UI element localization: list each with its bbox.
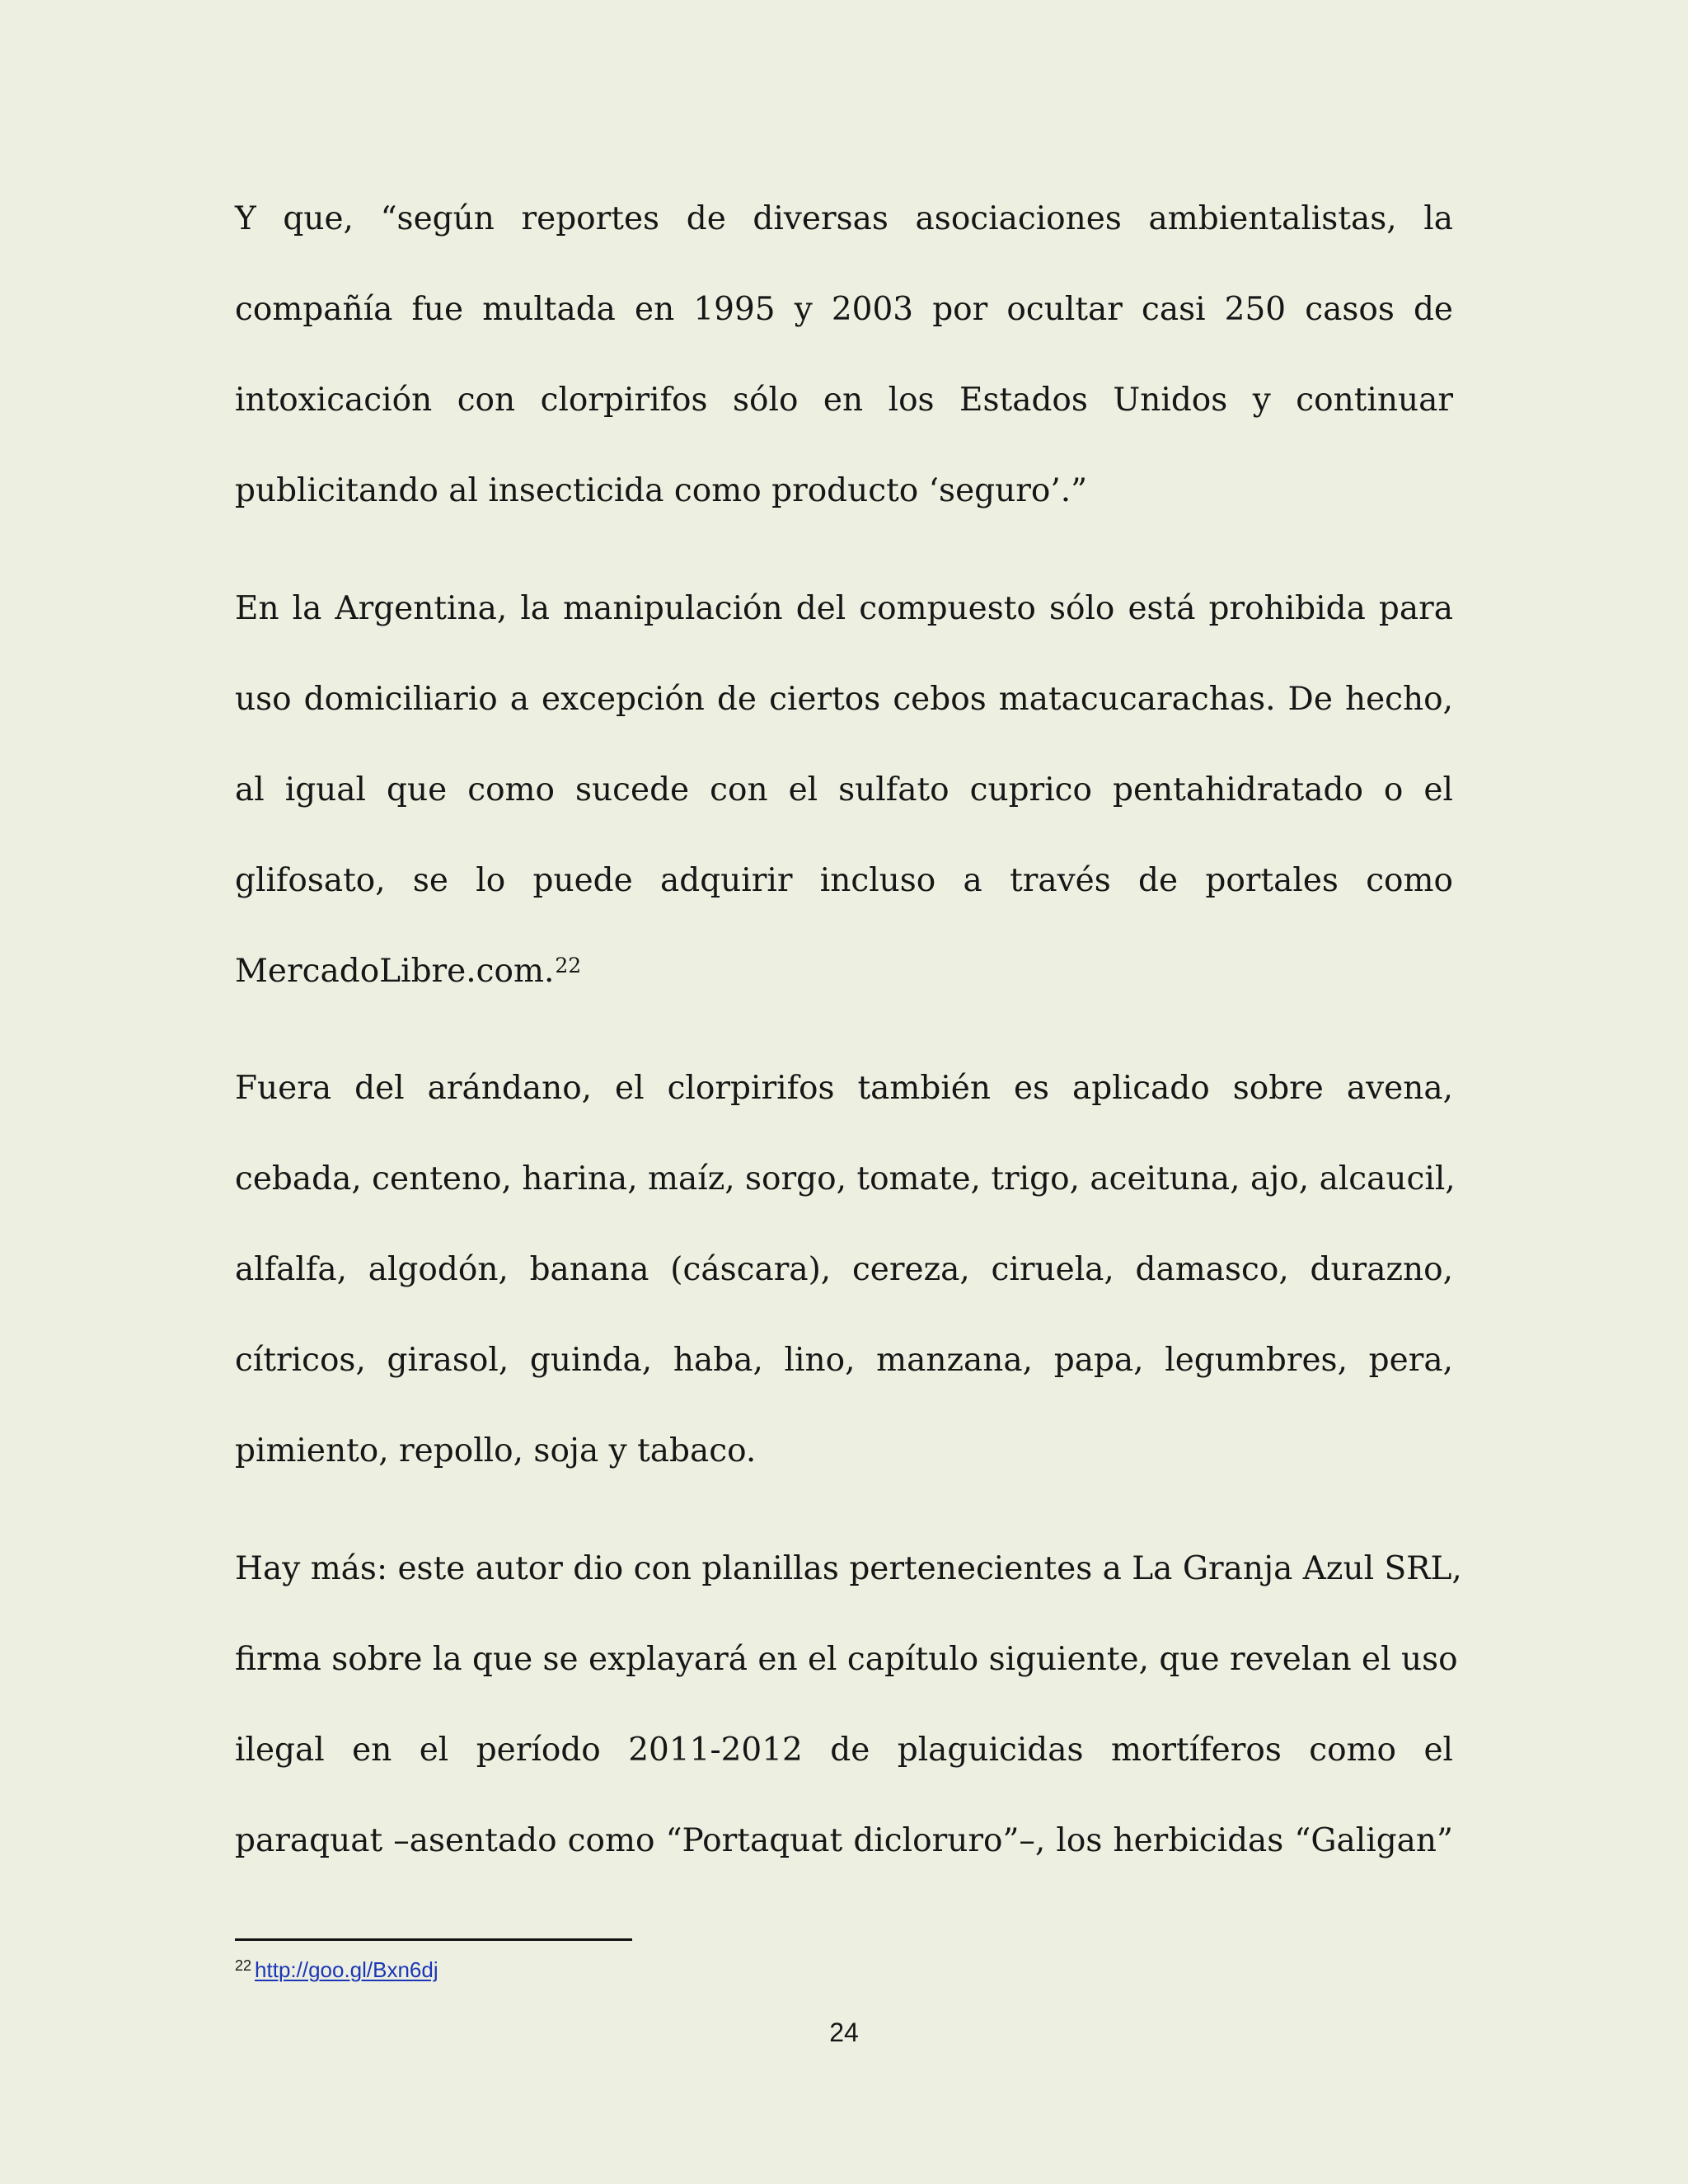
paragraph-crop-uses	[235, 1043, 1456, 1497]
mercadolibre-text: MercadoLibre.com.	[235, 953, 555, 990]
text-line: compañía fue multada en 1995 y 2003 por ocultar casi 250 casos de	[235, 291, 1453, 328]
text-line-with-footnote	[235, 926, 1453, 1017]
footnote-number: 22	[235, 1957, 252, 1974]
text-line: Hay más: este autor dio con planillas pertenecientes a La Granja Azul SRL,	[235, 1550, 1462, 1587]
paragraph-clorpirifos-fines	[235, 174, 1453, 537]
text-line: Fuera del arándano, el clorpirifos también es aplicado sobre avena,	[235, 1070, 1453, 1107]
footnote	[235, 1956, 438, 1984]
text-line: Y que, “según reportes de diversas asociaciones ambientalistas, la	[235, 200, 1453, 237]
text-line: En la Argentina, la manipulación del compuesto sólo está prohibida para	[235, 590, 1453, 627]
footnote-divider	[235, 1938, 632, 1941]
text-line: alfalfa, algodón, banana (cáscara), cereza, ciruela, damasco, durazno,	[235, 1251, 1453, 1288]
text-line: al igual que como sucede con el sulfato cuprico pentahidratado o el	[235, 771, 1453, 808]
text-line: ilegal en el período 2011-2012 de plaguicidas mortíferos como el	[235, 1732, 1453, 1769]
footnote-link[interactable]: http://goo.gl/Bxn6dj	[255, 1957, 438, 1982]
text-line: uso domiciliario a excepción de ciertos cebos matacucarachas. De hecho,	[235, 681, 1453, 718]
text-line: publicitando al insecticida como producto ‘seguro’.”	[235, 472, 1088, 509]
paragraph-la-granja-azul	[235, 1524, 1462, 1886]
text-line: pimiento, repollo, soja y tabaco.	[235, 1432, 757, 1469]
text-line: cebada, centeno, harina, maíz, sorgo, tomate, trigo, aceituna, ajo, alcaucil,	[235, 1160, 1456, 1197]
text-line: glifosato, se lo puede adquirir incluso a través de portales como	[235, 862, 1453, 899]
text-line: intoxicación con clorpirifos sólo en los Estados Unidos y continuar	[235, 382, 1453, 419]
paragraph-argentina-regulation	[235, 564, 1453, 1017]
text-line: cítricos, girasol, guinda, haba, lino, manzana, papa, legumbres, pera,	[235, 1342, 1453, 1379]
page-number: 24	[829, 2018, 859, 2047]
footnote-reference[interactable]: 22	[555, 954, 582, 977]
text-line: firma sobre la que se explayará en el capítulo siguiente, que revelan el uso	[235, 1641, 1458, 1678]
text-line: paraquat –asentado como “Portaquat dicloruro”–, los herbicidas “Galigan”	[235, 1822, 1453, 1859]
